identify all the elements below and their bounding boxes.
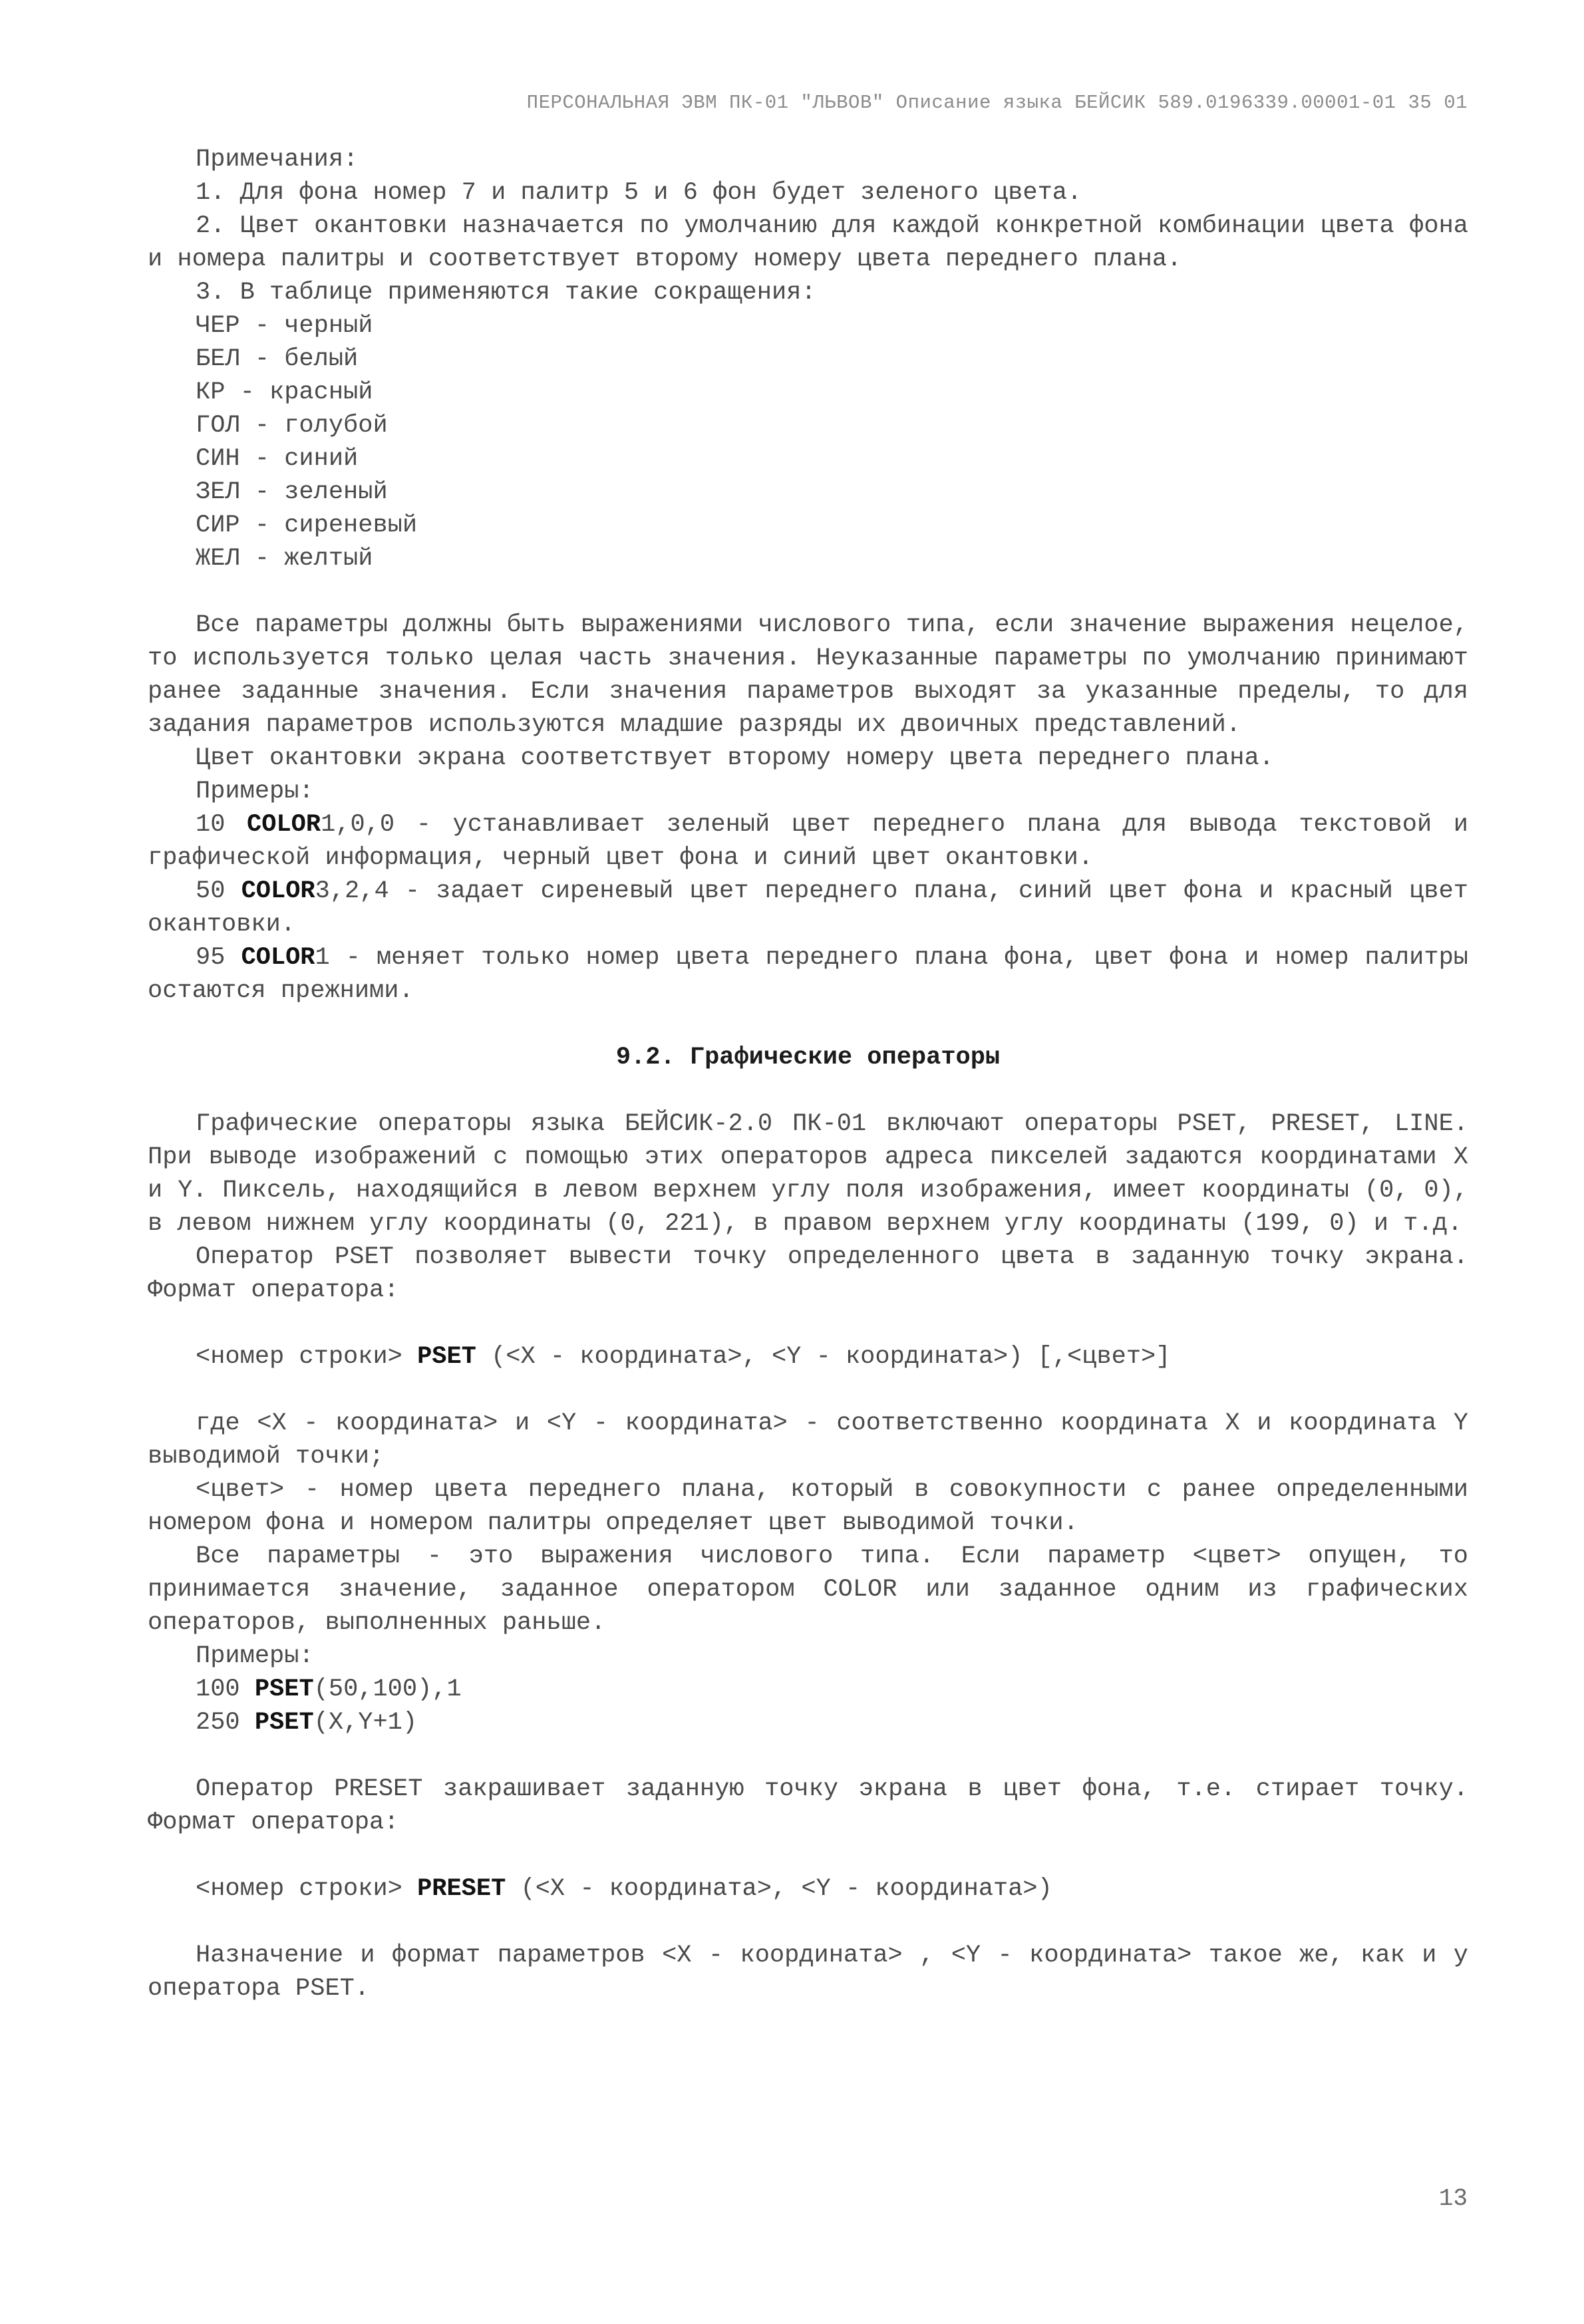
note-1: 1. Для фона номер 7 и палитр 5 и 6 фон будет зеленого цвета. bbox=[196, 179, 1082, 207]
example-text: 1 - меняет только номер цвета переднего плана фона, цвет фона и номер палитры остаются прежними. bbox=[148, 944, 1468, 1005]
format-args: (<X - координата>, <Y - координата>) [,<цвет>] bbox=[476, 1343, 1171, 1371]
pset-format bbox=[148, 1340, 1468, 1374]
graphics-intro: Графические операторы языка БЕЙСИК-2.0 ПК-01 включают операторы PSET, PRESET, LINE. При выводе изображений с помощью этих операторов адреса пикселей задаются координатами X и Y. Пиксель, находящийся в левом верхнем углу поля изображения, имеет координаты (0, 0), в левом нижнем углу координаты (0, 221), в правом верхнем углу координаты (199, 0) и т.д. bbox=[148, 1110, 1468, 1238]
abbreviation-item: БЕЛ - белый bbox=[196, 345, 359, 373]
preset-intro: Оператор PRESET закрашивает заданную точку экрана в цвет фона, т.е. стирает точку. Формат оператора: bbox=[148, 1775, 1468, 1836]
note-2: 2. Цвет окантовки назначается по умолчанию для каждой конкретной комбинации цвета фона и номера палитры и соответствует второму номеру цвета переднего плана. bbox=[148, 212, 1468, 273]
color-example bbox=[148, 808, 1468, 875]
example-text: (50,100),1 bbox=[313, 1675, 462, 1703]
keyword-pset: PSET bbox=[254, 1675, 314, 1703]
keyword-color: COLOR bbox=[241, 944, 315, 972]
line-number: 250 bbox=[196, 1709, 255, 1737]
example-text: (X,Y+1) bbox=[313, 1709, 418, 1737]
line-number: 100 bbox=[196, 1675, 255, 1703]
examples-label: Примеры: bbox=[196, 778, 314, 805]
page-body bbox=[148, 143, 1468, 2005]
examples-label: Примеры: bbox=[196, 1642, 314, 1670]
keyword-pset: PSET bbox=[417, 1343, 476, 1371]
pset-example bbox=[148, 1706, 1468, 1739]
keyword-preset: PRESET bbox=[417, 1875, 506, 1903]
note-3: 3. В таблице применяются такие сокращения: bbox=[196, 279, 816, 307]
format-prefix: <номер строки> bbox=[196, 1343, 418, 1371]
pset-where: где <X - координата> и <Y - координата> - соответственно координата X и координата Y выводимой точки; bbox=[148, 1409, 1468, 1471]
pset-example bbox=[148, 1673, 1468, 1706]
format-args: (<X - координата>, <Y - координата>) bbox=[506, 1875, 1052, 1903]
spacer bbox=[148, 1906, 1468, 1939]
pset-color-desc: <цвет> - номер цвета переднего плана, который в совокупности с ранее определенными номером фона и номером палитры определяет цвет выводимой точки. bbox=[148, 1476, 1468, 1537]
preset-note: Назначение и формат параметров <X - координата> , <Y - координата> такое же, как и у оператора PSET. bbox=[148, 1942, 1468, 2003]
section-title: 9.2. Графические операторы bbox=[615, 1044, 1001, 1072]
pset-intro: Оператор PSET позволяет вывести точку определенного цвета в заданную точку экрана. Формат оператора: bbox=[148, 1243, 1468, 1304]
keyword-color: COLOR bbox=[247, 811, 321, 839]
pset-all-params: Все параметры - это выражения числового типа. Если параметр <цвет> опущен, то принимается значение, заданное оператором COLOR или заданное одним из графических операторов, выполненных раньше. bbox=[148, 1542, 1468, 1637]
notes-title: Примечания: bbox=[196, 146, 359, 174]
spacer bbox=[148, 1374, 1468, 1407]
line-number: 10 bbox=[196, 811, 247, 839]
abbreviation-item: ЧЕР - черный bbox=[196, 312, 373, 340]
spacer bbox=[148, 575, 1468, 609]
abbreviation-item: ГОЛ - голубой bbox=[196, 412, 388, 440]
params-paragraph: Все параметры должны быть выражениями числового типа, если значение выражения нецелое, то используется только целая часть значения. Неуказанные параметры по умолчанию принимают ранее заданные значения. Если значения параметров выходят за указанные пределы, то для задания параметров используются младшие разряды их двоичных представлений. bbox=[148, 611, 1468, 739]
abbreviation-item: СИН - синий bbox=[196, 445, 359, 473]
format-prefix: <номер строки> bbox=[196, 1875, 418, 1903]
color-example bbox=[148, 941, 1468, 1008]
border-paragraph: Цвет окантовки экрана соответствует второму номеру цвета переднего плана. bbox=[196, 744, 1274, 772]
color-example bbox=[148, 875, 1468, 941]
abbreviation-item: КР - красный bbox=[196, 378, 373, 406]
keyword-pset: PSET bbox=[254, 1709, 314, 1737]
keyword-color: COLOR bbox=[241, 877, 315, 905]
preset-format bbox=[148, 1872, 1468, 1906]
spacer bbox=[148, 1307, 1468, 1340]
line-number: 95 bbox=[196, 944, 241, 972]
abbreviation-item: ЗЕЛ - зеленый bbox=[196, 478, 388, 506]
spacer bbox=[148, 1739, 1468, 1773]
spacer bbox=[148, 1008, 1468, 1041]
spacer bbox=[148, 1074, 1468, 1107]
abbreviation-item: ЖЕЛ - желтый bbox=[196, 545, 373, 573]
example-text: 3,2,4 - задает сиреневый цвет переднего плана, синий цвет фона и красный цвет окантовки. bbox=[148, 877, 1468, 939]
line-number: 50 bbox=[196, 877, 241, 905]
running-header: ПЕРСОНАЛЬНАЯ ЭВМ ПК-01 "ЛЬВОВ" Описание языка БЕЙСИК 589.0196339.00001-01 35 01 bbox=[526, 92, 1468, 114]
example-text: 1,0,0 - устанавливает зеленый цвет переднего плана для вывода текстовой и графической информация, черный цвет фона и синий цвет окантовки. bbox=[148, 811, 1468, 872]
abbreviation-item: СИР - сиреневый bbox=[196, 511, 418, 539]
spacer bbox=[148, 1839, 1468, 1872]
page-number: 13 bbox=[1438, 2185, 1468, 2212]
